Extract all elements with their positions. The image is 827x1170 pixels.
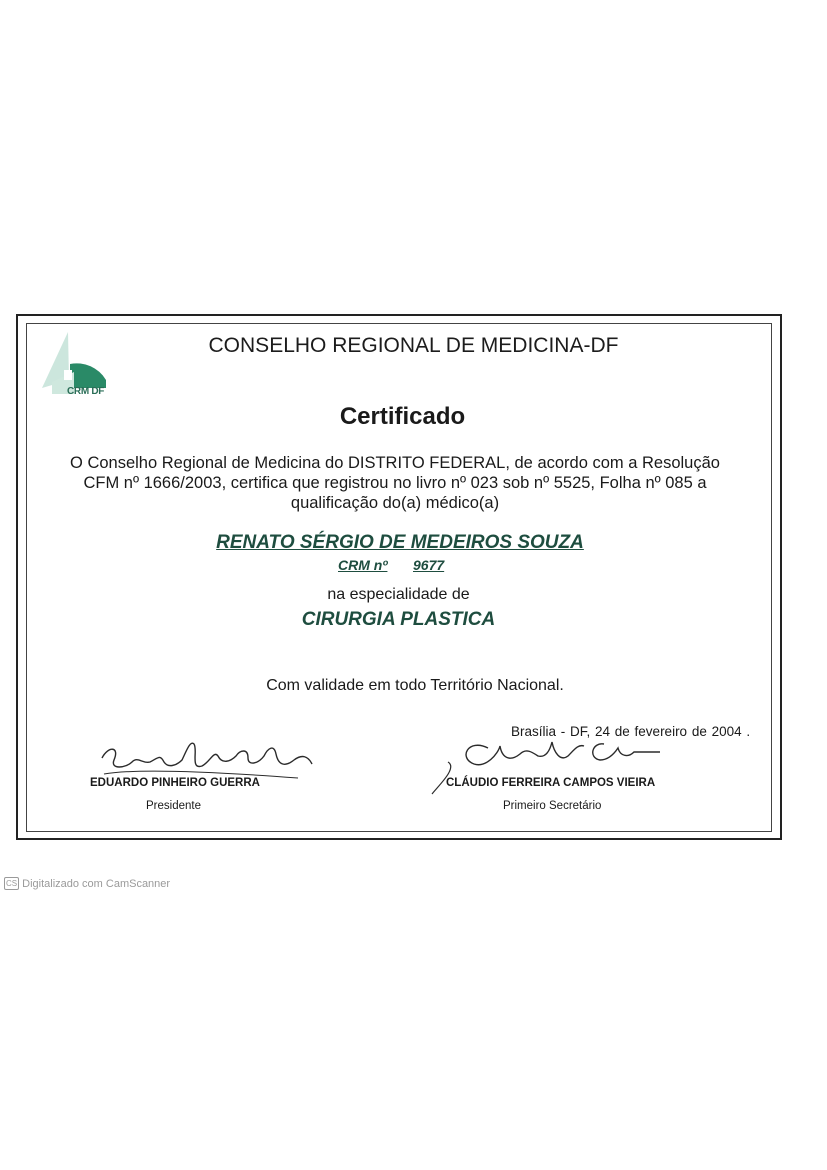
president-name: EDUARDO PINHEIRO GUERRA bbox=[90, 777, 260, 789]
president-role: Presidente bbox=[146, 800, 201, 812]
body-line: CFM nº 1666/2003, certifica que registrou no livro nº 023 sob nº 5525, Folha nº 085 a bbox=[83, 474, 707, 492]
crm-number: 9677 bbox=[413, 557, 445, 573]
specialty-intro: na especialidade de bbox=[327, 586, 470, 603]
secretary-role: Primeiro Secretário bbox=[503, 800, 602, 812]
issue-date: Brasília - DF, 24 de fevereiro de 2004 . bbox=[511, 724, 751, 739]
logo-text: CRM DF bbox=[67, 386, 105, 397]
body-line: qualificação do(a) médico(a) bbox=[290, 494, 500, 512]
scanner-label: Digitalizado com CamScanner bbox=[22, 877, 171, 890]
scanner-watermark bbox=[4, 877, 170, 890]
secretary-name: CLÁUDIO FERREIRA CAMPOS VIEIRA bbox=[446, 777, 656, 789]
certificate-body bbox=[30, 453, 760, 513]
specialty: CIRURGIA PLASTICA bbox=[301, 609, 496, 630]
validity-text: Com validade em todo Território Nacional. bbox=[266, 677, 564, 694]
camscanner-icon: CS bbox=[6, 879, 18, 888]
doctor-name: RENATO SÉRGIO DE MEDEIROS SOUZA bbox=[216, 532, 584, 553]
body-line: O Conselho Regional de Medicina do DISTRITO FEDERAL, de acordo com a Resolução bbox=[70, 454, 720, 472]
org-header: CONSELHO REGIONAL DE MEDICINA-DF bbox=[208, 334, 619, 357]
certificate-title: Certificado bbox=[339, 403, 466, 430]
crm-label: CRM nº bbox=[338, 557, 388, 573]
